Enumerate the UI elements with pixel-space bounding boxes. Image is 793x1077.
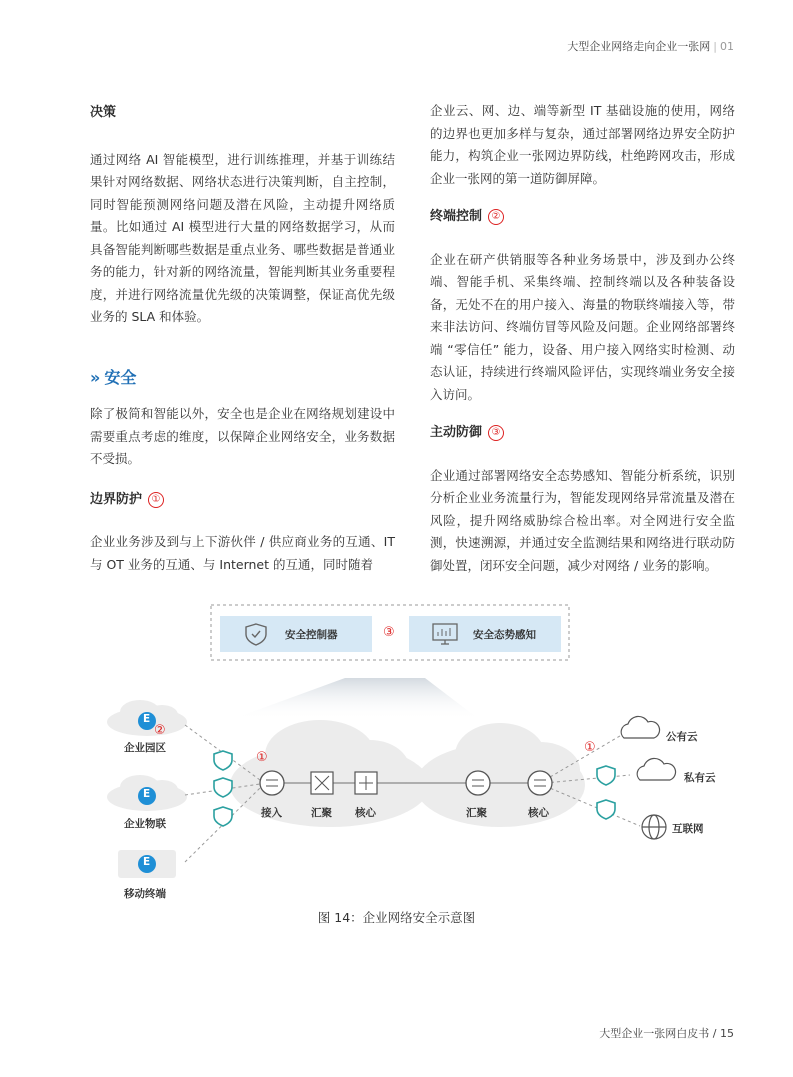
boundary-continued-paragraph: 企业云、网、边、端等新型 IT 基础设施的使用，网络的边界也更加多样与复杂，通过部署网络边界安全防护能力，构筑企业一张网边界防线，杜绝跨网攻击，形成企业一张网的第一道防御屏障。 (430, 103, 735, 186)
network-security-diagram (100, 600, 720, 900)
cloud-icon (621, 716, 675, 780)
active-defense-heading: 主动防御 ③ (430, 422, 735, 445)
decision-heading: 决策 (90, 105, 117, 120)
number-badge-1-left: ① (256, 750, 268, 765)
situation-label: 安全态势感知 (473, 629, 536, 641)
aggregation-label-right: 汇聚 (466, 807, 487, 819)
right-column (430, 100, 735, 577)
public-cloud-label: 公有云 (666, 731, 698, 743)
header-divider: | (713, 40, 717, 53)
mobile-label: 移动终端 (124, 888, 166, 900)
boundary-heading: 边界防护 ① (90, 489, 395, 512)
iot-label: 企业物联 (124, 818, 166, 830)
controller-label: 安全控制器 (285, 629, 338, 641)
header-page: 01 (720, 40, 734, 53)
internet-label: 互联网 (672, 823, 704, 835)
number-badge-2-diagram: ② (154, 723, 166, 738)
page-header (567, 38, 734, 54)
page-footer: 大型企业一张网白皮书 / 15 (599, 1027, 734, 1040)
header-title: 大型企业网络走向企业一张网 (567, 40, 711, 53)
number-badge-3-diagram: ③ (383, 625, 395, 640)
double-chevron-icon: » (90, 367, 97, 387)
campus-label: 企业园区 (124, 742, 166, 754)
private-cloud-label: 私有云 (684, 772, 716, 784)
diagram-graphics (100, 600, 720, 900)
security-section-title (90, 367, 395, 390)
e-label-mobile: E (143, 856, 151, 868)
active-defense-paragraph: 企业通过部署网络安全态势感知、智能分析系统，识别分析企业业务流量行为，智能发现网络异常流量及潜在风险，提升网络威胁综合检出率。对全网进行安全监测，快速溯源，并通过安全监测结果和网络进行联动防御处置，闭环安全问题，减少对网络 / 业务的影响。 (430, 467, 735, 573)
core-label-right: 核心 (528, 807, 549, 819)
number-badge-3: ③ (488, 425, 504, 441)
right-cloud (415, 723, 585, 827)
access-label: 接入 (261, 807, 282, 819)
security-intro: 除了极简和智能以外，安全也是企业在网络规划建设中需要重点考虑的维度，以保障企业网络安全，业务数据不受损。 (90, 406, 395, 466)
decision-paragraph: 通过网络 AI 智能模型，进行训练推理，并基于训练结果针对网络数据、网络状态进行决策判断，自主控制，同时智能预测网络问题及潜在风险，主动提升网络质量。比如通过 AI 模型进行大量的网络数据学习，从而具备智能判断哪些数据是重点业务、哪些数据是普通业务的能力，针对新的网络流量，智能判断其业务重要程度，并进行网络流量优先级的决策调整，保证高优先级业务的 SLA 和体验。 (90, 151, 395, 324)
security-title-text: 安全 (104, 367, 137, 387)
e-label-campus: E (143, 713, 151, 725)
boundary-paragraph: 企业业务涉及到与上下游伙伴 / 供应商业务的互通、IT 与 OT 业务的互通、与 Internet 的互通，同时随着 (90, 534, 395, 572)
number-badge-1-right: ① (584, 740, 596, 755)
number-badge-1: ① (148, 492, 164, 508)
terminal-heading: 终端控制 ② (430, 206, 735, 229)
aggregation-label-left: 汇聚 (311, 807, 332, 819)
e-label-iot: E (143, 788, 151, 800)
globe-icon (642, 815, 666, 839)
core-label-left: 核心 (355, 807, 376, 819)
figure-caption: 图 14：企业网络安全示意图 (317, 910, 476, 925)
terminal-paragraph: 企业在研产供销服等各种业务场景中，涉及到办公终端、智能手机、采集终端、控制终端以及各种装备设备，无处不在的用户接入、海量的物联终端接入等，带来非法访问、终端仿冒等风险及问题。企业网络部署终端 “零信任” 能力，设备、用户接入网络实时检测、动态认证，持续进行终端风险评估，实现终端业务安全接入访问。 (430, 251, 735, 402)
left-column (90, 100, 395, 576)
beam-shape (230, 678, 480, 720)
number-badge-2: ② (488, 209, 504, 225)
